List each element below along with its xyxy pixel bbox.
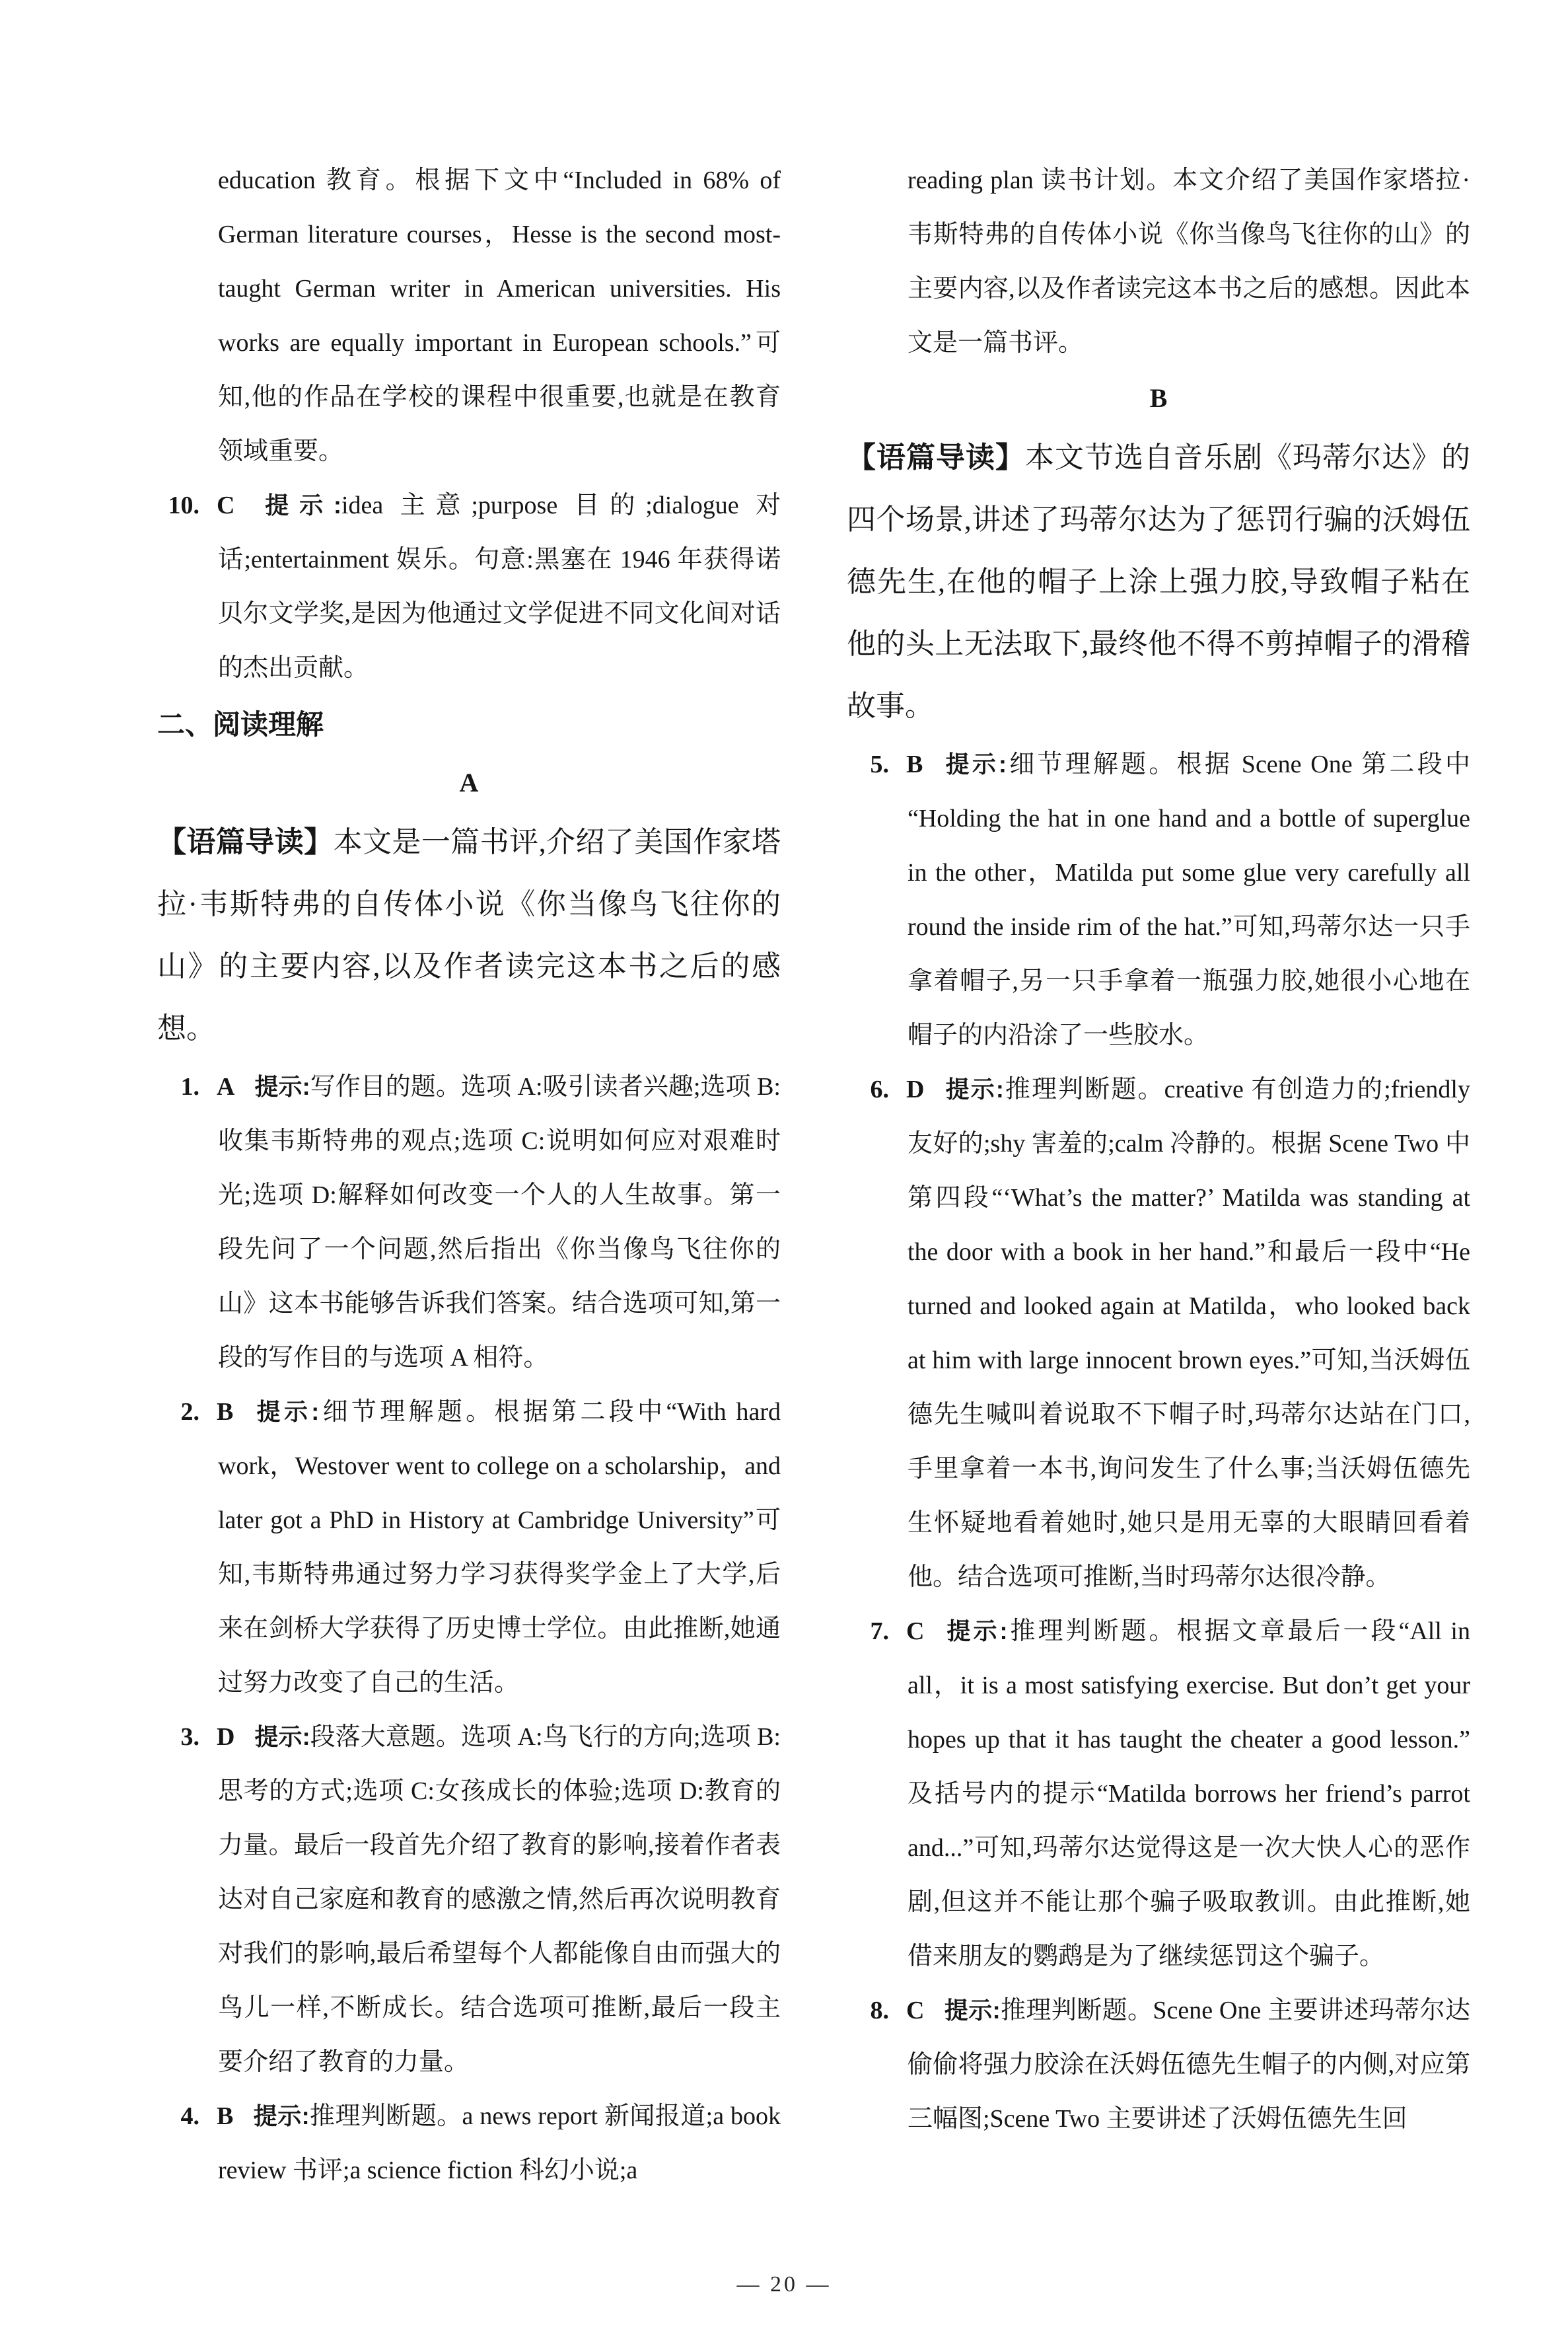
answer-letter: B [217, 2102, 234, 2130]
hint-label: 提示: [944, 1997, 1001, 2024]
answer-item-4 [157, 2089, 781, 2197]
hint-label: 提示: [943, 751, 1007, 778]
item-number: 8. [870, 1997, 889, 2024]
item-number: 3. [180, 1723, 199, 1751]
hint-label: 提示: [254, 492, 341, 519]
continued-paragraph: education 教育。根据下文中“Included in 68% of German literature courses，Hesse is the second most-taught German writer in American universities. His works are equally important in European schools.”可知,他的作品在学校的课程中很重要,也就是在教育领域重要。 [218, 166, 781, 465]
passage-intro-b [847, 427, 1470, 737]
hint-label: 提示: [254, 1073, 310, 1100]
item-number: 5. [870, 751, 889, 778]
hint-text: idea 主意;purpose 目的;dialogue 对话;entertainment 娱乐。句意:黑塞在 1946 年获得诺贝尔文学奖,是因为他通过文学促进不同文化间对话的杰出贡献。 [218, 492, 781, 682]
answer-item-5 [847, 737, 1470, 1062]
answer-item-1 [157, 1060, 781, 1385]
answer-letter: C [217, 492, 235, 519]
passage-intro-a [157, 811, 781, 1060]
hint-text: 推理判断题。creative 有创造力的;friendly 友好的;shy 害羞的;calm 冷静的。根据 Scene Two 中第四段“‘What’s the matter?’ Matilda was standing at the door with a book in her hand.”和最后一段中“He turned and looked again at Matilda，who looked back at him with large innocent brown eyes.”可知,当沃姆伍德先生喊叫着说取不下帽子时,玛蒂尔达站在门口,手里拿着一本书,询问发生了什么事;当沃姆伍德先生怀疑地看着她时,她只是用无辜的大眼睛回看着他。结合选项可推断,当时玛蒂尔达很冷静。 [908, 1076, 1470, 1591]
answer-letter: B [217, 1398, 234, 1426]
item-number: 7. [870, 1617, 889, 1645]
intro-label: 【语篇导读】 [157, 826, 334, 858]
page-number: — 20 — [736, 2272, 832, 2297]
answer-item-2 [157, 1385, 781, 1710]
answer-letter: D [906, 1076, 925, 1103]
item-number: 2. [180, 1398, 199, 1426]
answer-item-3 [157, 1710, 781, 2089]
right-column [847, 153, 1470, 2197]
continued-paragraph: reading plan 读书计划。本文介绍了美国作家塔拉·韦斯特弗的自传体小说《你当像鸟飞往你的山》的主要内容,以及作者读完这本书之后的感想。因此本文是一篇书评。 [908, 166, 1470, 357]
left-column [157, 153, 781, 2197]
answer-item-6 [847, 1062, 1470, 1604]
passage-label-b: B [1149, 383, 1168, 413]
answer-letter: C [906, 1617, 925, 1645]
item-number: 10. [168, 492, 199, 519]
answer-letter: D [217, 1723, 235, 1751]
item-number: 6. [870, 1076, 889, 1103]
section-heading-reading-comprehension: 二、阅读理解 [157, 709, 324, 740]
hint-label: 提示: [253, 1398, 320, 1425]
intro-text: 本文节选自音乐剧《玛蒂尔达》的四个场景,讲述了玛蒂尔达为了惩罚行骗的沃姆伍德先生,在他的帽子上涂上强力胶,导致帽子粘在他的头上无法取下,最终他不得不剪掉帽子的滑稽故事。 [847, 441, 1470, 722]
item-number: 4. [180, 2102, 199, 2130]
hint-label: 提示: [944, 1617, 1008, 1644]
hint-text: 段落大意题。选项 A:鸟飞行的方向;选项 B:思考的方式;选项 C:女孩成长的体验;选项 D:教育的力量。最后一段首先介绍了教育的影响,接着作者表达对自己家庭和教育的感激之情,然后再次说明教育对我们的影响,最后希望每个人都能像自由而强大的鸟儿一样,不断成长。结合选项可推断,最后一段主要介绍了教育的力量。 [218, 1723, 781, 2076]
hint-text: 细节理解题。根据 Scene One 第二段中“Holding the hat in one hand and a bottle of superglue in the other，Matilda put some glue very carefully all round the inside rim of the hat.”可知,玛蒂尔达一只手拿着帽子,另一只手拿着一瓶强力胶,她很小心地在帽子的内沿涂了一些胶水。 [908, 751, 1470, 1049]
hint-text: 写作目的题。选项 A:吸引读者兴趣;选项 B:收集韦斯特弗的观点;选项 C:说明如何应对艰难时光;选项 D:解释如何改变一个人的人生故事。第一段先问了一个问题,然后指出《你当像鸟飞往你的山》这本书能够告诉我们答案。结合选项可知,第一段的写作目的与选项 A 相符。 [218, 1073, 781, 1372]
passage-label-a: A [459, 768, 479, 797]
answer-item-7 [847, 1604, 1470, 1983]
answer-letter: B [906, 751, 923, 778]
hint-label: 提示: [944, 1076, 1004, 1103]
hint-text: 推理判断题。a news report 新闻报道;a book review 书评;a science fiction 科幻小说;a [218, 2102, 781, 2184]
hint-text: 细节理解题。根据第二段中“With hard work，Westover went to college on a scholarship，and later got a PhD in History at Cambridge University”可知,韦斯特弗通过努力学习获得奖学金上了大学,后来在剑桥大学获得了历史博士学位。由此推断,她通过努力改变了自己的生活。 [218, 1398, 781, 1697]
hint-text: 推理判断题。根据文章最后一段“All in all，it is a most satisfying exercise. But don’t get your hopes up that it has taught the cheater a good lesson.”及括号内的提示“Matilda borrows her friend’s parrot and...”可知,玛蒂尔达觉得这是一次大快人心的恶作剧,但这并不能让那个骗子吸取教训。由此推断,她借来朋友的鹦鹉是为了继续惩罚这个骗子。 [908, 1617, 1470, 1970]
answer-item-8 [847, 1983, 1470, 2146]
hint-text: 推理判断题。Scene One 主要讲述玛蒂尔达偷偷将强力胶涂在沃姆伍德先生帽子的内侧,对应第三幅图;Scene Two 主要讲述了沃姆伍德先生回 [908, 1997, 1470, 2133]
answer-letter: A [217, 1073, 235, 1101]
answer-item-10 [157, 478, 781, 695]
intro-label: 【语篇导读】 [847, 441, 1025, 474]
item-number: 1. [180, 1073, 199, 1101]
hint-label: 提示: [253, 2102, 310, 2129]
hint-label: 提示: [254, 1723, 310, 1750]
answer-letter: C [906, 1997, 925, 2024]
intro-text: 本文是一篇书评,介绍了美国作家塔拉·韦斯特弗的自传体小说《你当像鸟飞往你的山》的主要内容,以及作者读完这本书之后的感想。 [157, 826, 781, 1045]
